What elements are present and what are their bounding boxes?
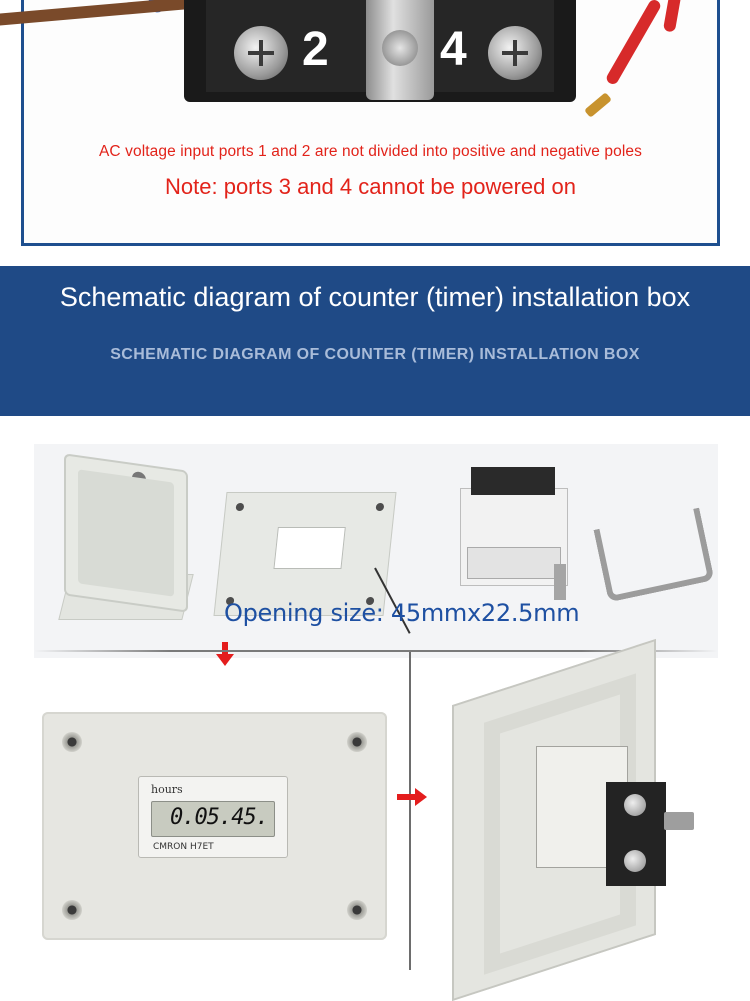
panel-screw-hole [347, 732, 367, 752]
counter-lcd [151, 801, 275, 837]
assembled-box-front [42, 712, 387, 940]
cover-plate-with-opening [213, 492, 396, 616]
rear-terminal-screw [624, 850, 646, 872]
mounting-clip [593, 508, 714, 603]
arrow-right-icon [397, 790, 429, 804]
rear-mounting-bolt [664, 812, 694, 830]
red-wire-upper [663, 0, 685, 33]
counter-model-label: CMRON H7ET [153, 842, 214, 852]
banner-title: Schematic diagram of counter (timer) installation box [59, 282, 691, 312]
bracket-screw-hole [382, 30, 418, 66]
mounting-bolt [554, 564, 566, 600]
vertical-divider [409, 652, 411, 970]
hour-counter [138, 776, 288, 858]
timer-module [460, 488, 568, 586]
counter-unit-label: hours [151, 783, 183, 796]
box-cable-hole [132, 471, 146, 487]
terminal-photo-panel [21, 0, 720, 246]
cover-corner-hole [236, 503, 245, 511]
counter-reading: 0.05.45. [170, 805, 268, 830]
red-wire [605, 0, 663, 86]
terminal-screw-1 [234, 26, 288, 80]
port-number-4: 4 [440, 23, 467, 76]
terminal-block [184, 0, 576, 102]
opening-size-label: Opening size: 45mmx22.5mm [224, 599, 580, 627]
installation-photos [0, 416, 750, 970]
cover-corner-hole [376, 503, 385, 511]
terminal-screw-2 [488, 26, 542, 80]
banner-subtitle: SCHEMATIC DIAGRAM OF COUNTER (TIMER) INSTALLATION BOX [110, 346, 640, 363]
open-installation-box [64, 453, 188, 612]
cover-opening [273, 527, 345, 569]
stripped-wire-end [584, 92, 612, 118]
port-number-2: 2 [302, 23, 329, 76]
ports-polarity-note: AC voltage input ports 1 and 2 are not divided into positive and negative poles [98, 143, 642, 160]
arrow-down-icon [220, 642, 230, 664]
panel-screw-hole [62, 900, 82, 920]
rear-terminal-block [606, 782, 666, 886]
panel-screw-hole [347, 900, 367, 920]
rear-terminal-screw [624, 794, 646, 816]
ports-warning-note: Note: ports 3 and 4 cannot be powered on [165, 174, 576, 199]
panel-screw-hole [62, 732, 82, 752]
timer-face [467, 547, 561, 579]
timer-terminals [471, 467, 555, 495]
terminal-bracket [366, 0, 434, 100]
section-banner [0, 266, 750, 416]
terminal-block-body [206, 0, 554, 92]
